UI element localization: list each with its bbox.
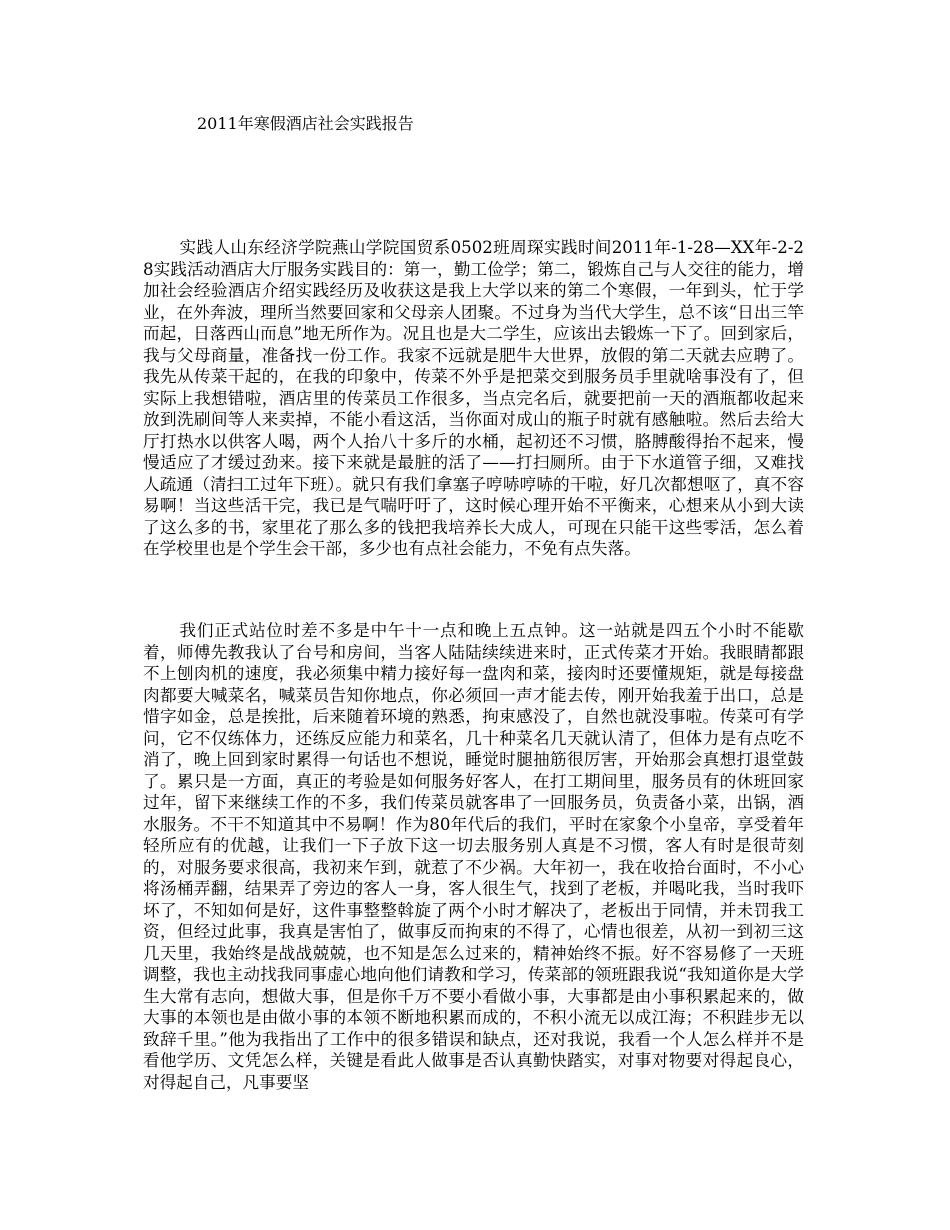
paragraph-2: 我们正式站位时差不多是中午十一点和晚上五点钟。这一站就是四五个小时不能歇着，师傅先教我认了台号和房间，当客人陆陆续续进来时，正式传菜才开始。我眼睛都跟不上刨肉机的速度，我必须集中精力接好每一盘肉和菜，接肉时还要懂规矩，就是每接盘肉都要大喊菜名，喊菜员告知你地点，你必须回一声才能去传，刚开始我羞于出口，总是惜字如金，总是挨批，后来随着环境的熟悉，拘束感没了，自然也就没事啦。传菜可有学问，它不仅练体力，还练反应能力和菜名，几十种菜名几天就认清了，但体力是有点吃不消了，晚上回到家时累得一句话也不想说，睡觉时腿抽筋很厉害，开始那会真想打退堂鼓了。累只是一方面，真正的考验是如何服务好客人，在打工期间里，服务员有的休班回家过年，留下来继续工作的不多，我们传菜员就客串了一回服务员，负责备小菜，出锅，酒水服务。不干不知道其中不易啊！作为80年代后的我们，平时在家象个小皇帝，享受着年轻所应有的优越，让我们一下子放下这一切去服务别人真是不习惯，客人有时是很苛刻的，对服务要求很高，我初来乍到，就惹了不少祸。大年初一，我在收拾台面时，不小心将汤桶弄翻，结果弄了旁边的客人一身，客人很生气，找到了老板，并喝叱我，当时我吓坏了，不知如何是好，这件事整整斡旋了两个小时才解决了，老板出于同情，并未罚我工资，但经过此事，我真是害怕了，做事反而拘束的不得了，心情也很差，从初一到初三这几天里，我始终是战战兢兢，也不知是怎么过来的，精神始终不振。好不容易修了一天班调整，我也主动找我同事虚心地向他们请教和学习，传菜部的领班跟我说“我知道你是大学生大常有志向，想做大事，但是你千万不要小看做小事，大事都是由小事积累起来的，做大事的本领也是由做小事的本领不断地积累而成的，不积小流无以成江海；不积跬步无以致辞千里。”他为我指出了工作中的很多错误和缺点，还对我说，我看一个人怎么样并不是看他学历、文凭怎么样，关键是看此人做事是否认真勤快踏实，对事对物要对得起良心，对得起自己，凡事要坚 (143, 621, 804, 1092)
paragraph-1: 实践人山东经济学院燕山学院国贸系0502班周琛实践时间2011年-1-28—XX年-2-28实践活动酒店大厅服务实践目的：第一，勤工俭学；第二，锻炼自己与人交往的能力，增加社会经验酒店介绍实践经历及收获这是我上大学以来的第二个寒假，一年到头，忙于学业，在外奔波，理所当然要回家和父母亲人团聚。不过身为当代大学生，总不该“日出三竿而起，日落西山而息”地无所作为。况且也是大二学生，应该出去锻炼一下了。回到家后，我与父母商量，准备找一份工作。我家不远就是肥牛大世界，放假的第二天就去应聘了。我先从传菜干起的，在我的印象中，传菜不外乎是把菜交到服务员手里就啥事没有了，但实际上我想错啦，酒店里的传菜员工作很多，当点完名后，就要把前一天的酒瓶都收起来放到洗刷间等人来卖掉，不能小看这活，当你面对成山的瓶子时就有感触啦。然后去给大厅打热水以供客人喝，两个人抬八十多斤的水桶，起初还不习惯，胳膊酸得抬不起来，慢慢适应了才缓过劲来。接下来就是最脏的活了——打扫厕所。由于下水道管子细，又难找人疏通（清扫工过年下班）。就只有我们拿塞子哼哧哼哧的干啦，好几次都想呕了，真不容易啊！当这些活干完，我已是气喘吁吁了，这时候心理开始不平衡来，心想来从小到大读了这么多的书，家里花了那么多的钱把我培养长大成人，可现在只能干这些零活，怎么着在学校里也是个学生会干部，多少也有点社会能力，不免有点失落。 (143, 238, 804, 558)
document-title: 2011年寒假酒店社会实践报告 (197, 114, 414, 133)
